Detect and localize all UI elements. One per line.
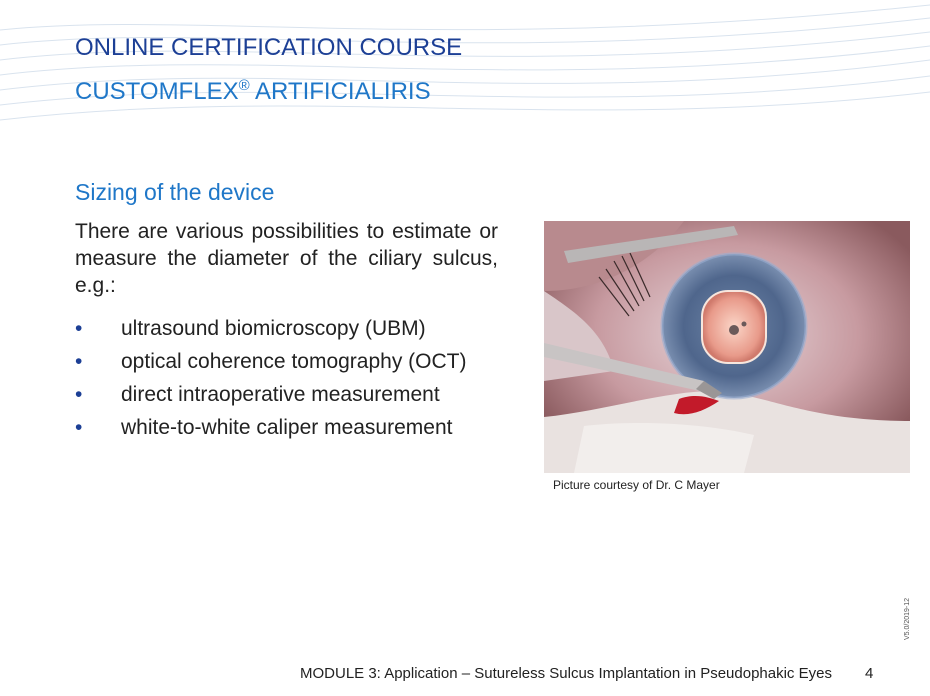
- bullet-icon: •: [75, 383, 83, 406]
- list-item: [75, 316, 498, 341]
- subtitle-product: ARTIFICIALIRIS: [249, 78, 431, 105]
- footer-module: MODULE 3: Application – Sutureless Sulcus Implantation in Pseudophakic Eyes: [300, 665, 832, 682]
- bullet-icon: •: [75, 350, 83, 373]
- version-label: V5.0/2019-12: [904, 597, 911, 640]
- list-item: [75, 382, 498, 407]
- list-item-text: direct intraoperative measurement: [121, 383, 440, 406]
- list-item: [75, 415, 498, 440]
- bullet-icon: •: [75, 416, 83, 439]
- list-item-text: optical coherence tomography (OCT): [121, 350, 467, 373]
- intro-paragraph: There are various possibilities to estimate or measure the diameter of the ciliary sulcus, e.g.:: [75, 220, 498, 297]
- list-item-text: white-to-white caliper measurement: [121, 416, 453, 439]
- header-wave-decoration: [0, 0, 930, 140]
- bullet-icon: •: [75, 317, 83, 340]
- page-number: 4: [865, 665, 874, 682]
- surgical-eye-photo: [544, 221, 910, 473]
- list-item: [75, 349, 498, 374]
- subtitle-brand: CUSTOMFLEX: [75, 78, 239, 105]
- course-title: ONLINE CERTIFICATION COURSE: [75, 34, 463, 61]
- list-item-text: ultrasound biomicroscopy (UBM): [121, 317, 426, 340]
- section-title: Sizing of the device: [75, 179, 275, 205]
- course-subtitle: [75, 77, 431, 106]
- registered-mark: ®: [238, 77, 250, 94]
- method-list: [75, 316, 498, 448]
- photo-caption: Picture courtesy of Dr. C Mayer: [553, 478, 720, 492]
